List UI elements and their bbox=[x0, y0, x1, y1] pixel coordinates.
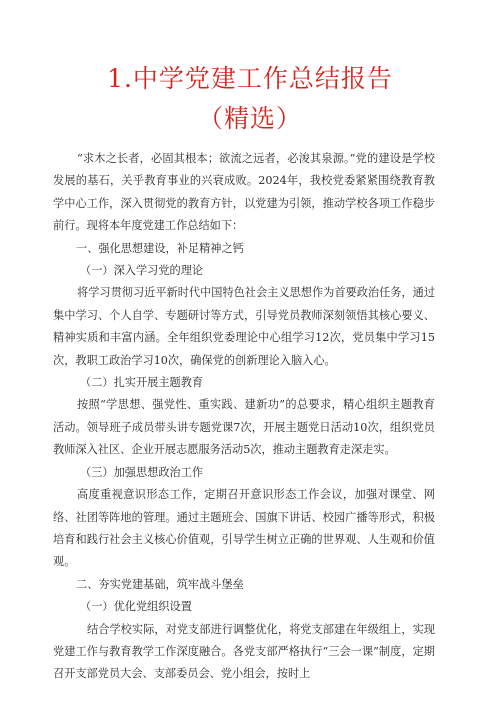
subsection-heading-1-2: （二）扎实开展主题教育 bbox=[80, 376, 204, 390]
document-subtitle: （精选） bbox=[197, 104, 302, 133]
subsection-heading-1-3: （三）加强思想政治工作 bbox=[80, 465, 204, 479]
body-paragraph: 结合学校实际，对党支部进行调整优化，将党支部建在年级组上，实现党建工作与教育教学工作深度融合。各党支部严格执行“三会一课”制度，定期召开支部党员大会、支部委员会、党小组会，按时上 bbox=[53, 622, 435, 681]
document-title: 1.中学党建工作总结报告 bbox=[107, 64, 393, 93]
body-paragraph: 按照“学思想、强党性、重实践、建新功”的总要求，精心组织主题教育活动。领导班子成员带头讲专题党课7次，开展主题党日活动10次，组织党员教师深入社区、企业开展志愿服务活动5次，推动主题教育走深走实。 bbox=[53, 398, 435, 457]
section-heading-2: 二、夯实党建基础，筑牢战斗堡垒 bbox=[76, 577, 244, 591]
intro-paragraph: “求木之长者，必固其根本；欲流之远者，必浚其泉源。”党的建设是学校发展的基石，关乎教育事业的兴衰成败。2024年，我校党委紧紧围绕教育教学中心工作，深入贯彻党的教育方针，以党建为引领，推动学校各项工作稳步前行。现将本年度党建工作总结如下： bbox=[53, 152, 435, 233]
subsection-heading-2-1: （一）优化党组织设置 bbox=[80, 600, 192, 614]
document-body bbox=[0, 148, 500, 686]
body-paragraph: 将学习贯彻习近平新时代中国特色社会主义思想作为首要政治任务，通过集中学习、个人自学、专题研讨等方式，引导党员教师深刻领悟其核心要义、精神实质和丰富内涵。全年组织党委理论中心组学习12次，党员集中学习15次，教职工政治学习10次，确保党的创新理论入脑入心。 bbox=[53, 286, 436, 367]
subsection-heading-1-1: （一）深入学习党的理论 bbox=[80, 264, 204, 278]
body-paragraph: 高度重视意识形态工作，定期召开意识形态工作会议，加强对课堂、网络、社团等阵地的管理。通过主题班会、国旗下讲话、校园广播等形式，积极培育和践行社会主义核心价值观，引导学生树立正确的世界观、人生观和价值观。 bbox=[53, 488, 435, 569]
section-heading-1: 一、强化思想建设，补足精神之钙 bbox=[76, 241, 244, 255]
